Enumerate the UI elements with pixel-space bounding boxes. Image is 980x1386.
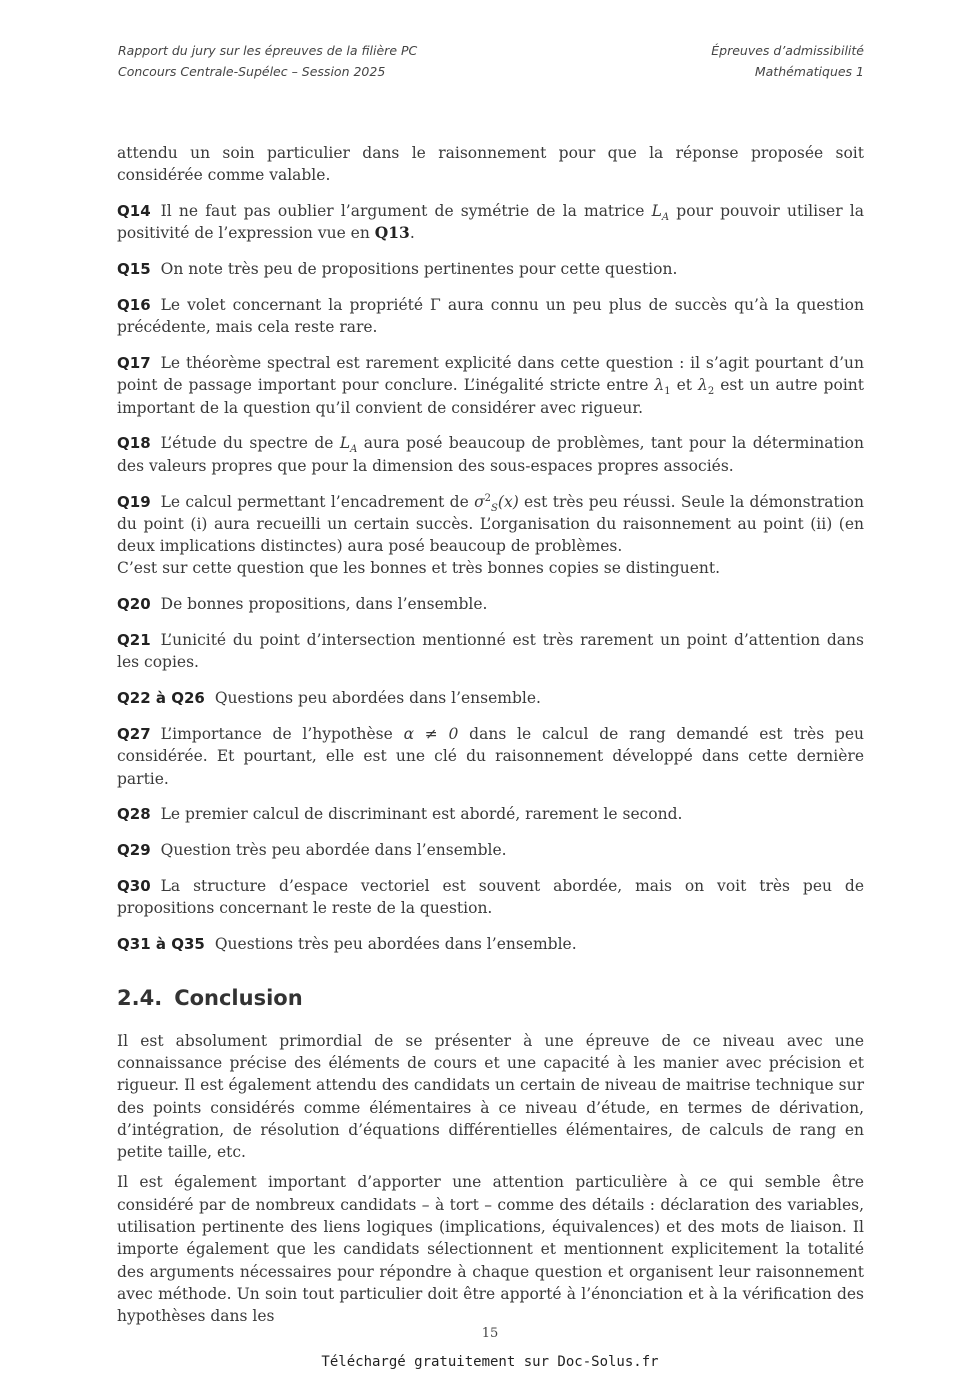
download-footer: Téléchargé gratuitement sur Doc-Solus.fr xyxy=(321,1354,659,1370)
section-heading xyxy=(117,987,864,1009)
q21-label: Q21 xyxy=(117,631,151,650)
report-body xyxy=(117,142,864,1335)
q30-label: Q30 xyxy=(117,876,151,895)
q27-label: Q27 xyxy=(117,724,151,743)
q31-q35-comment: Q31 à Q35 Questions très peu abordées dans l’ensemble. xyxy=(117,935,577,954)
math-L: L xyxy=(651,202,662,221)
q14-comment: Q14 Il ne faut pas oublier l’argument de symétrie de la matrice $L_A$ pour pouvoir utiliser la positivité de l’expression vue en Q13. xyxy=(117,202,864,243)
q20-label: Q20 xyxy=(117,595,151,614)
report-title: Rapport du jury sur les épreuves de la filière PC xyxy=(118,43,418,58)
q28-label: Q28 xyxy=(117,805,151,824)
q28-comment: Q28 Le premier calcul de discriminant est abordé, rarement le second. xyxy=(117,805,683,824)
exam-type: Épreuves d’admissibilité xyxy=(711,43,864,58)
header-right xyxy=(711,40,864,82)
q18-label: Q18 xyxy=(117,434,151,453)
q15-comment: Q15 On note très peu de propositions pertinentes pour cette question. xyxy=(117,260,678,279)
section-title: Conclusion xyxy=(174,986,303,1011)
q17-comment: Q17 Le théorème spectral est rarement explicité dans cette question : il s’agit pourtant d’un point de passage important pour conclure. L’inégalité stricte entre $\lambda_1$ et $\lambda_2$ est un autre point important de la question qu’il convient de considérer avec rigueur. xyxy=(117,354,864,417)
q17-label: Q17 xyxy=(117,354,151,373)
contest-session: Concours Centrale-Supélec – Session 2025 xyxy=(118,64,386,79)
q20-comment: Q20 De bonnes propositions, dans l’ensemble. xyxy=(117,595,488,614)
page-header xyxy=(118,40,864,82)
q15-label: Q15 xyxy=(117,260,151,279)
q13-reference: Q13 xyxy=(374,223,410,243)
q22-q26-comment: Q22 à Q26 Questions peu abordées dans l’ensemble. xyxy=(117,689,541,708)
q16-label: Q16 xyxy=(117,295,151,314)
q22-q26-label: Q22 à Q26 xyxy=(117,689,205,708)
q16-comment: Q16 Le volet concernant la propriété Γ aura connu un peu plus de succès qu’à la question précédente, mais cela reste rare. xyxy=(117,295,864,337)
q30-comment: Q30 La structure d’espace vectoriel est souvent abordée, mais on voit très peu de propositions concernant le reste de la question. xyxy=(117,876,864,918)
page-number: 15 xyxy=(481,1326,499,1341)
q31-q35-label: Q31 à Q35 xyxy=(117,935,205,954)
conclusion-paragraph-1: Il est absolument primordial de se présenter à une épreuve de ce niveau avec une connaissance précise des éléments de cours et une capacité à les manier avec précision et rigueur. Il est également attendu des candidats un certain de niveau de maitrise technique sur des points considérés comme élémentaires à ce niveau d’étude, en termes de dérivation, d’intégration, de résolution d’équations différentielles élémentaires, de calculs de rang en petite taille, etc. xyxy=(117,1031,864,1162)
q19-label: Q19 xyxy=(117,492,151,511)
header-left xyxy=(118,40,417,82)
q29-comment: Q29 Question très peu abordée dans l’ensemble. xyxy=(117,841,507,860)
conclusion-paragraph-2: Il est également important d’apporter une attention particulière à ce qui semble être considéré par de nombreux candidats – à tort – comme des détails : déclaration des variables, utilisation pertinente des liens logiques (implications, équivalences) et des mots de liaison. Il importe également que les candidats sélectionnent et mentionnent explicitement la totalité des arguments nécessaires pour répondre à chaque question et organisent leur raisonnement avec méthode. Un soin tout particulier doit être apporté à l’énonciation et à la vérification des hypothèses dans les xyxy=(117,1173,864,1326)
q18-comment: Q18 L’étude du spectre de $L_A$ aura posé beaucoup de problèmes, tant pour la détermination des valeurs propres que pour la dimension des sous-espaces propres associés. xyxy=(117,434,864,475)
q14-label: Q14 xyxy=(117,202,151,221)
subject-name: Mathématiques 1 xyxy=(754,64,864,79)
conclusion-body xyxy=(117,1030,864,1328)
section-number: 2.4. xyxy=(117,986,163,1011)
q29-label: Q29 xyxy=(117,841,151,860)
q27-comment: Q27 L’importance de l’hypothèse α ≠ 0 dans le calcul de rang demandé est très peu considérée. Et pourtant, elle est une clé du raisonnement développé dans cette dernière partie. xyxy=(117,724,864,788)
q21-comment: Q21 L’unicité du point d’intersection mentionné est très rarement un point d’attention dans les copies. xyxy=(117,631,864,672)
intro-paragraph: attendu un soin particulier dans le raisonnement pour que la réponse proposée soit considérée comme valable. xyxy=(117,144,864,185)
q19-comment: Q19 Le calcul permettant l’encadrement de $\sigma^2_S(x)$ est très peu réussi. Seule la démonstration du point (i) aura recueilli un certain succès. L’organisation du raisonnement au point (ii) (en deux implications distinctes) aura posé beaucoup de problèmes. C’est sur cette question que les bonnes et très bonnes copies se distinguent. xyxy=(117,492,865,578)
